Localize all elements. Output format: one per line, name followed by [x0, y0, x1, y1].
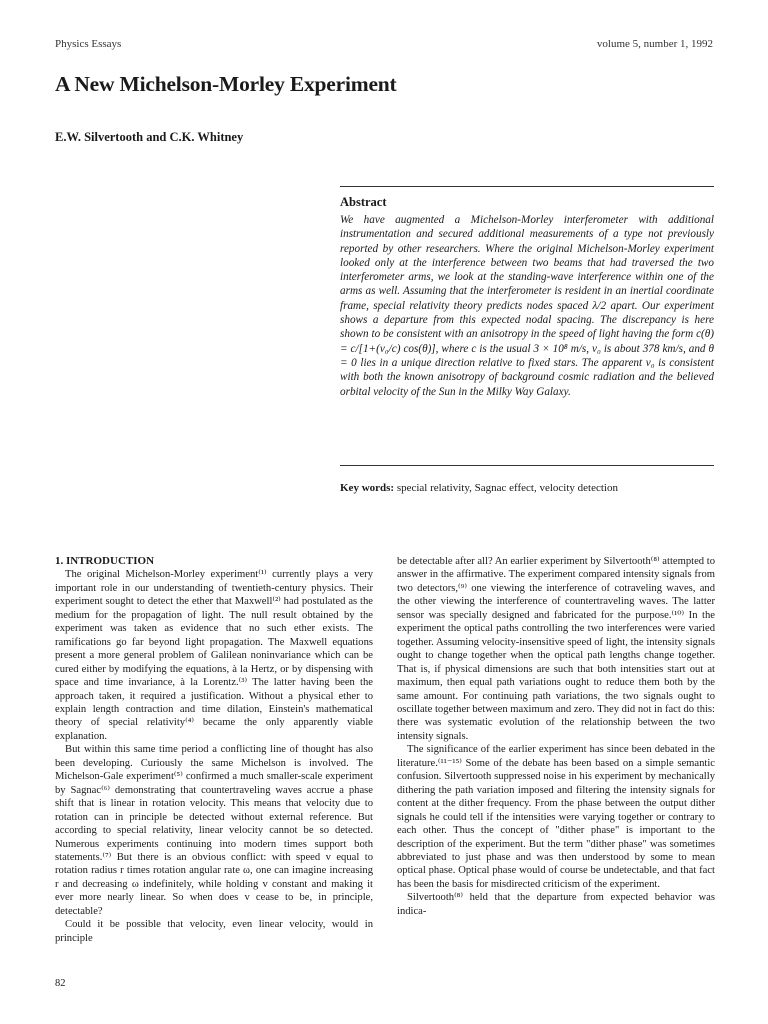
abstract-top-rule — [340, 186, 714, 187]
paragraph: Silvertooth⁽⁸⁾ held that the departure from expected behavior was indica- — [397, 892, 715, 917]
running-header — [55, 38, 713, 50]
volume-info: volume 5, number 1, 1992 — [596, 38, 713, 50]
paragraph: But within this same time period a conflicting line of thought has also been developing. Curiously the same Michelson is involved. The Michelson-Gale experiment⁽⁵⁾ confirmed a much smaller-scale experiment by Sagnac⁽⁶⁾ demonstrating that countertraveling waves accrue a phase shift that is linear in rotation velocity. This means that velocity due to rotation can in principle be detected without external reference. But according to special relativity, linear velocity cannot be so detected. Numerous experiments continuing into modern times support both statements.⁽⁷⁾ But there is an obvious conflict: with speed v equal to rotation radius r times rotation angular rate ω, one can imagine increasing r and decreasing ω indefinitely, while holding v constant and making it ever more nearly linear. So when does v cease to be, in principle, detectable? — [55, 744, 373, 917]
paper-authors: E.W. Silvertooth and C.K. Whitney — [55, 130, 244, 144]
journal-name: Physics Essays — [55, 38, 122, 50]
abstract — [340, 195, 714, 399]
abstract-text: We have augmented a Michelson-Morley interferometer with additional instrumentation and secured additional measurements of a type not previously reported by other researchers. Where the original Michelson-Morley experiment looked only at the interference between two beams that had traversed the two interferometer arms, we look at the standing-wave interference within one of the arms as well. Assuming that the interferometer is resident in an inertial coordinate frame, special relativity theory predicts nodes spaced λ/2 apart. Our experiment shows a departure from this expected nodal spacing. The discrepancy is here shown to be consistent with an anisotropy in the speed of light having the form c(θ) = c/[1+(v₀/c) cos(θ)], where c is the usual 3 × 10⁸ m/s, v₀ is about 378 km/s, and θ = 0 lies in a unique direction relative to fixed stars. The apparent v₀ is consistent with both the known anisotropy of background cosmic radiation and the believed orbital velocity of the Sun in the Milky Way Galaxy. — [340, 214, 714, 398]
keywords-text: special relativity, Sagnac effect, velocity detection — [396, 482, 618, 494]
keywords-label: Key words: — [340, 482, 395, 494]
section-heading: 1. INTRODUCTION — [55, 555, 155, 567]
abstract-heading: Abstract — [340, 195, 387, 209]
right-column — [397, 555, 715, 918]
page-number: 82 — [55, 978, 66, 989]
paper-title: A New Michelson-Morley Experiment — [55, 72, 397, 96]
abstract-bottom-rule — [340, 465, 714, 466]
paragraph: The original Michelson-Morley experiment⁽¹⁾ currently plays a very important role in our understanding of twentieth-century physics. Their experiment sought to detect the ether that Maxwell⁽²⁾ had postulated as the medium for the propagation of light. The null result obtained by the experiment was taken as evidence that no such ether exists. The ramifications go far beyond light propagation. The Maxwell equations present a more general problem of Galilean noninvariance which can be cured either by modifying the equations, à la Hertz, or by dispensing with space and time invariance, à la Lorentz.⁽³⁾ The latter having been the approach taken, it required a justification. Without a physical ether to explain length contraction and time dilation, Einstein's mathematical theory of special relativity⁽⁴⁾ became the only apparently viable explanation. — [55, 569, 373, 742]
keywords — [340, 482, 714, 494]
left-column — [55, 555, 373, 945]
paragraph: The significance of the earlier experiment has since been debated in the literature.⁽¹¹⁻¹⁵⁾ Some of the debate has been based on a simple semantic confusion. Silvertooth suppressed noise in his experiment by mechanically dithering the path variation imposed and filtering the intensity signals for content at the dither frequency. From the phase between the output dither signals he could tell if the intensities were varying together or contrary to each other. Thus the concept of "dither phase" is important to the description of the experiment. But the term "dither phase" was sometimes abbreviated to just phase and was then understood by some to mean optical phase. Optical phase would of course be undetectable, and that fact has been the basis for misdirected criticism of the experiment. — [397, 744, 715, 890]
paragraph: Could it be possible that velocity, even linear velocity, would in principle — [55, 919, 373, 944]
paragraph: be detectable after all? An earlier experiment by Silvertooth⁽⁸⁾ attempted to answer in the affirmative. The experiment compared intensity signals from two detectors,⁽⁹⁾ one viewing the interference of cotraveling waves, and the other viewing the interference of countertraveling waves. The latter sensor was specially designed and fabricated for the purpose.⁽¹⁰⁾ In the experiment the optical paths controlling the two interferences were varied together. Assuming velocity-insensitive speed of light, the intensity signals ought to change together when the optical path lengths change together. That is, if physical dimensions are such that both intensities start out at maximum, then equal path variations ought to reduce them both by the same amount. For continuing path variations, the two signals ought to oscillate together between maximum and zero. They did not in fact do this: there was systematic evolution of the relationship between the two intensity signals. — [397, 556, 715, 742]
